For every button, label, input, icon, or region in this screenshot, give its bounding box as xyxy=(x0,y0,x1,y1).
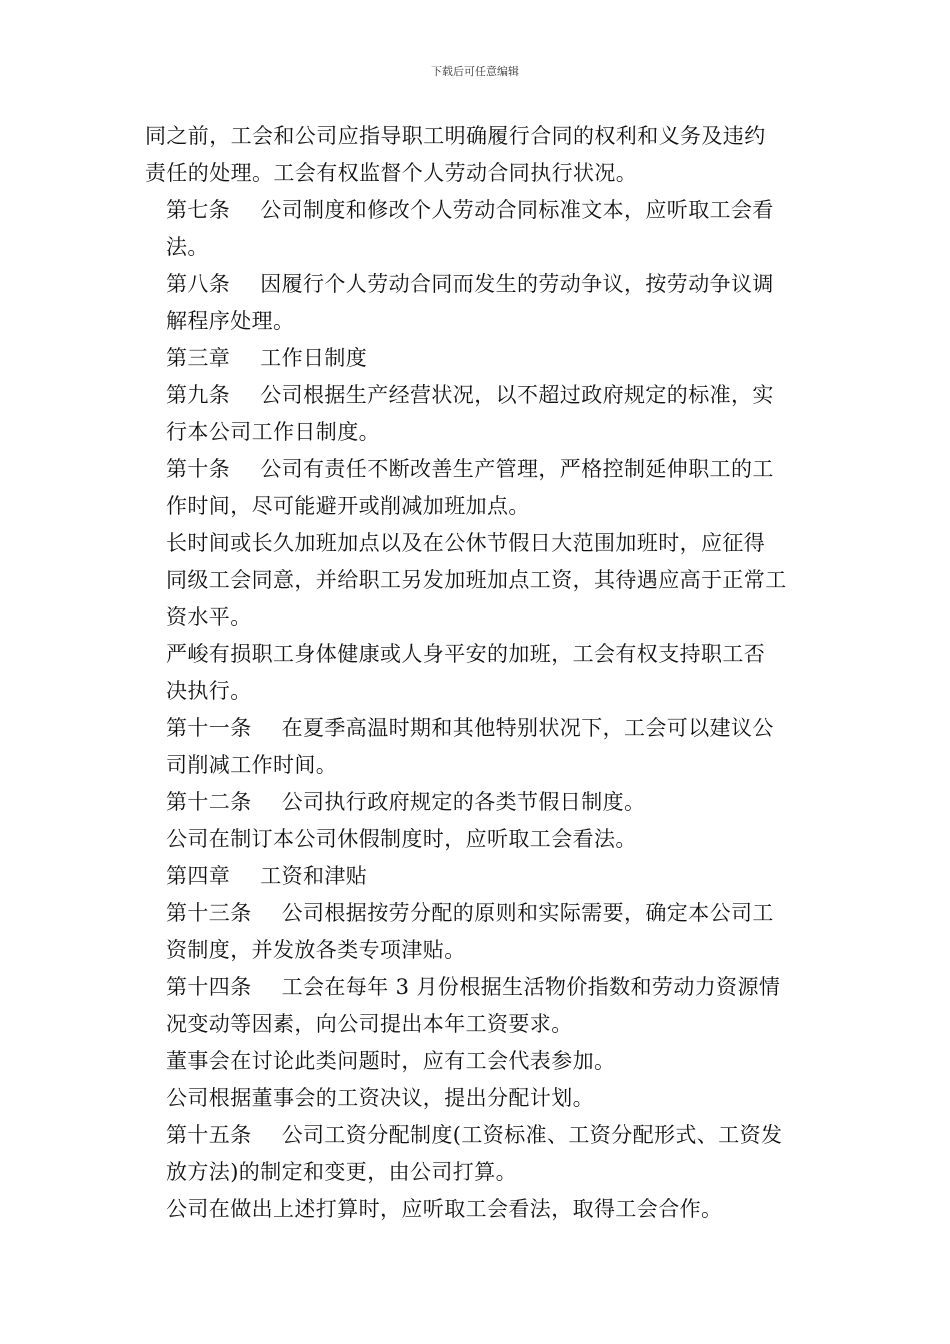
line-text: 公司在制订本公司休假制度时，应听取工会看法。 xyxy=(166,827,637,851)
body-paragraph xyxy=(145,636,809,710)
text-line xyxy=(166,1043,809,1080)
line-text: 公司有责任不断改善生产管理，严格控制延伸职工的工 xyxy=(260,457,774,481)
text-line xyxy=(166,1154,809,1191)
document-body xyxy=(145,118,809,1228)
line-text: 公司根据生产经营状况，以不超过政府规定的标准，实 xyxy=(260,383,774,407)
line-text: 公司制度和修改个人劳动合同标准文本，应听取工会看 xyxy=(260,198,774,222)
line-text: 公司根据按劳分配的原则和实际需要，确定本公司工 xyxy=(281,901,774,925)
line-text: 在夏季高温时期和其他特别状况下，工会可以建议公 xyxy=(281,716,774,740)
line-text: 严峻有损职工身体健康或人身平安的加班，工会有权支持职工否 xyxy=(166,642,766,666)
line-text: 工作日制度 xyxy=(260,346,368,370)
text-line xyxy=(166,932,809,969)
text-line xyxy=(166,562,809,599)
line-text: 作时间，尽可能避开或削减加班加点。 xyxy=(166,494,530,518)
article-heading: 第十四条 xyxy=(166,975,252,999)
article-paragraph xyxy=(145,451,809,525)
text-line xyxy=(166,895,809,932)
line-text: 资水平。 xyxy=(166,605,252,629)
line-text: 董事会在讨论此类问题时，应有工会代表参加。 xyxy=(166,1049,616,1073)
line-text: 法。 xyxy=(166,235,209,259)
article-heading: 第十条 xyxy=(166,457,231,481)
article-heading: 第四章 xyxy=(166,864,231,888)
article-paragraph xyxy=(145,266,809,340)
line-text: 公司根据董事会的工资决议，提出分配计划。 xyxy=(166,1086,594,1110)
body-paragraph xyxy=(145,118,809,192)
line-text: 公司工资分配制度(工资标准、工资分配形式、工资发 xyxy=(281,1123,783,1147)
line-text: 同之前，工会和公司应指导职工明确履行合同的权利和义务及违约 xyxy=(145,124,766,148)
text-line xyxy=(166,451,809,488)
article-heading: 第十五条 xyxy=(166,1123,252,1147)
body-paragraph xyxy=(145,1191,809,1228)
article-paragraph xyxy=(145,340,809,377)
article-heading: 第三章 xyxy=(166,346,231,370)
text-line xyxy=(166,784,809,821)
line-text: 工会在每年 3 月份根据生活物价指数和劳动力资源情 xyxy=(281,975,781,999)
body-paragraph xyxy=(145,525,809,636)
page-header: 下载后可任意编辑 xyxy=(431,65,519,78)
text-line xyxy=(166,747,809,784)
article-paragraph xyxy=(145,784,809,821)
article-paragraph xyxy=(145,969,809,1043)
line-text: 公司在做出上述打算时，应听取工会看法，取得工会合作。 xyxy=(166,1197,723,1221)
article-paragraph xyxy=(145,895,809,969)
article-paragraph xyxy=(145,710,809,784)
line-text: 行本公司工作日制度。 xyxy=(166,420,380,444)
line-text: 长时间或长久加班加点以及在公休节假日大范围加班时，应征得 xyxy=(166,531,766,555)
article-paragraph xyxy=(145,858,809,895)
article-heading: 第十一条 xyxy=(166,716,252,740)
text-line xyxy=(166,673,809,710)
article-heading: 第七条 xyxy=(166,198,231,222)
article-paragraph xyxy=(145,1117,809,1191)
body-paragraph xyxy=(145,821,809,858)
article-heading: 第九条 xyxy=(166,383,231,407)
text-line xyxy=(166,969,809,1006)
line-text: 责任的处理。工会有权监督个人劳动合同执行状况。 xyxy=(145,161,638,185)
body-paragraph xyxy=(145,1080,809,1117)
article-heading: 第十二条 xyxy=(166,790,252,814)
text-line xyxy=(166,229,809,266)
line-text: 工资和津贴 xyxy=(260,864,368,888)
body-paragraph xyxy=(145,1043,809,1080)
text-line xyxy=(166,488,809,525)
line-text: 公司执行政府规定的各类节假日制度。 xyxy=(281,790,646,814)
line-text: 况变动等因素，向公司提出本年工资要求。 xyxy=(166,1012,573,1036)
text-line xyxy=(166,377,809,414)
line-text: 放方法)的制定和变更，由公司打算。 xyxy=(166,1160,517,1184)
text-line xyxy=(166,192,809,229)
line-text: 决执行。 xyxy=(166,679,252,703)
text-line xyxy=(145,118,809,155)
text-line xyxy=(166,858,809,895)
text-line xyxy=(166,303,809,340)
line-text: 资制度，并发放各类专项津贴。 xyxy=(166,938,466,962)
text-line xyxy=(166,340,809,377)
text-line xyxy=(166,525,809,562)
text-line xyxy=(166,710,809,747)
article-heading: 第八条 xyxy=(166,272,231,296)
text-line xyxy=(166,1080,809,1117)
article-heading: 第十三条 xyxy=(166,901,252,925)
line-text: 因履行个人劳动合同而发生的劳动争议，按劳动争议调 xyxy=(260,272,774,296)
text-line xyxy=(166,1006,809,1043)
text-line xyxy=(166,636,809,673)
line-text: 解程序处理。 xyxy=(166,309,295,333)
text-line xyxy=(166,266,809,303)
text-line xyxy=(145,155,809,192)
article-paragraph xyxy=(145,192,809,266)
line-text: 司削减工作时间。 xyxy=(166,753,338,777)
text-line xyxy=(166,414,809,451)
text-line xyxy=(166,1191,809,1228)
article-paragraph xyxy=(145,377,809,451)
line-text: 同级工会同意，并给职工另发加班加点工资，其待遇应高于正常工 xyxy=(166,568,787,592)
text-line xyxy=(166,1117,809,1154)
text-line xyxy=(166,821,809,858)
text-line xyxy=(166,599,809,636)
